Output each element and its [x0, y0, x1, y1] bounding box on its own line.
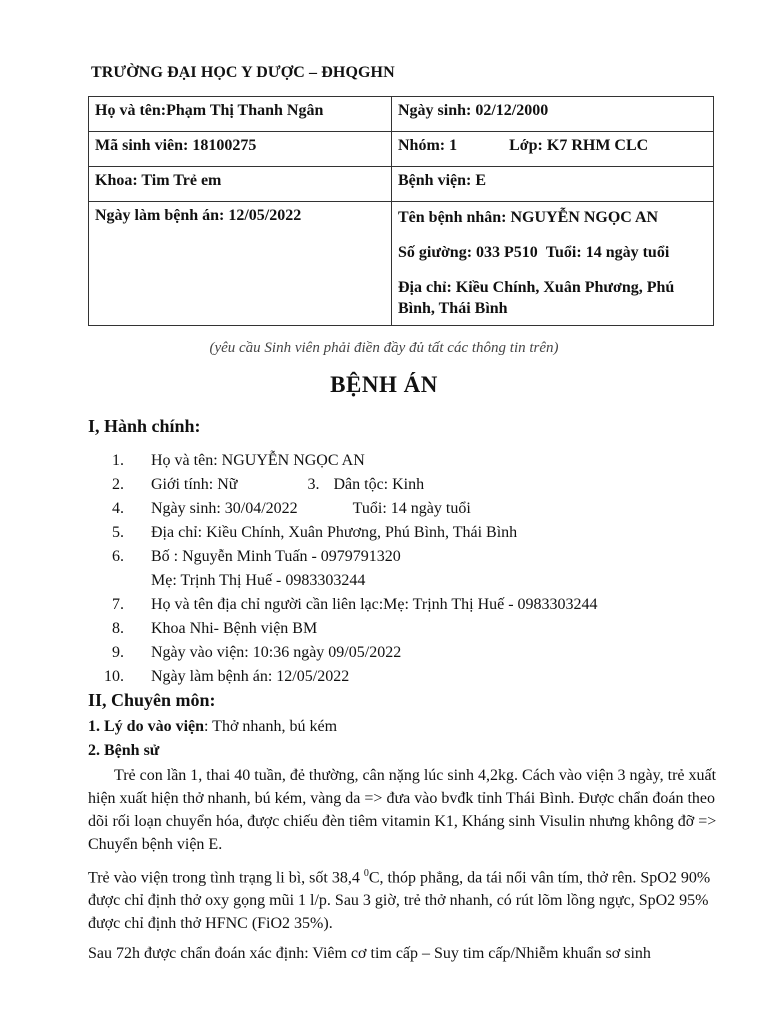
class-text: Lớp: K7 RHM CLC — [509, 137, 649, 154]
degree-superscript: 0 — [363, 868, 369, 879]
student-name-cell: Họ và tên:Phạm Thị Thanh Ngân — [89, 97, 392, 132]
item-text: Ngày sinh: 30/04/2022 — [151, 500, 298, 517]
item-number: 9. — [112, 644, 124, 661]
hospital-cell: Bệnh viện: E — [392, 167, 714, 202]
item-number: 4. — [112, 500, 124, 517]
section-professional-heading: II, Chuyên môn: — [88, 690, 216, 710]
item-text: Địa chỉ: Kiều Chính, Xuân Phương, Phú Bình, Thái Bình — [151, 524, 518, 541]
item-number: 7. — [112, 596, 124, 613]
item-text: Mẹ: Trịnh Thị Huế - 0983303244 — [151, 572, 366, 589]
student-info-table — [88, 96, 714, 326]
item-number: 8. — [112, 620, 124, 637]
school-header: TRƯỜNG ĐẠI HỌC Y DƯỢC – ĐHQGHN — [91, 64, 395, 81]
group-class-cell — [392, 132, 714, 167]
list-item — [88, 474, 598, 498]
item-number: 3. — [307, 476, 320, 493]
bed-text: Số giường: 033 P510 — [398, 244, 538, 261]
list-item — [88, 546, 598, 570]
item-number: 6. — [112, 548, 124, 565]
list-item — [88, 594, 598, 618]
history-paragraph-2 — [88, 862, 728, 935]
history-paragraph-3: Sau 72h được chẩn đoán xác định: Viêm cơ tim cấp – Suy tim cấp/Nhiễm khuẩn sơ sinh — [88, 945, 651, 962]
history-label: 2. Bệnh sử — [88, 742, 160, 759]
item-text: Dân tộc: Kinh — [333, 476, 425, 493]
p2-text-a: Trẻ vào viện trong tình trạng li bì, sốt 38,4 — [88, 869, 364, 887]
item-text: Bố : Nguyễn Minh Tuấn - 0979791320 — [151, 548, 401, 565]
item-text: Giới tính: Nữ — [151, 476, 238, 493]
history-heading — [88, 742, 159, 760]
item-text: Ngày làm bệnh án: 12/05/2022 — [151, 668, 350, 685]
item-number: 2. — [112, 476, 124, 493]
dob-cell: Ngày sinh: 02/12/2000 — [392, 97, 714, 132]
p2-text-b: C, thóp phẳng, da tái nổi vân tím, thở rên. SpO2 90% được chỉ định thở oxy gọng mũi 1 l/p. Sau 3 giờ, trẻ thở nhanh, có rút lõm lồng ngực, SpO2 95% được chỉ định thở HFNC (FiO2 35%). — [88, 869, 711, 933]
reason-text: : Thở nhanh, bú kém — [204, 718, 338, 735]
patient-address: Địa chỉ: Kiều Chính, Xuân Phương, Phú Bình, Thái Bình — [398, 279, 675, 317]
list-item — [88, 570, 598, 594]
department-cell: Khoa: Tim Trẻ em — [89, 167, 392, 202]
item-text: Khoa Nhi- Bệnh viện BM — [151, 620, 318, 637]
list-item — [88, 642, 598, 666]
reason-line — [88, 718, 337, 736]
item-text: Ngày vào viện: 10:36 ngày 09/05/2022 — [151, 644, 402, 661]
patient-name: Tên bệnh nhân: NGUYỄN NGỌC AN — [398, 209, 659, 226]
patient-info-cell — [392, 202, 714, 326]
list-item — [88, 522, 598, 546]
list-item — [88, 450, 598, 474]
age-text: Tuổi: 14 ngày tuổi — [545, 244, 670, 261]
list-item — [88, 498, 598, 522]
item-number: 5. — [112, 524, 124, 541]
reason-label: 1. Lý do vào viện — [88, 718, 205, 735]
record-date-cell: Ngày làm bệnh án: 12/05/2022 — [89, 202, 392, 326]
instruction-note: (yêu cầu Sinh viên phải điền đầy đủ tất các thông tin trên) — [209, 340, 559, 356]
history-paragraph-1: Trẻ con lần 1, thai 40 tuần, đẻ thường, cân nặng lúc sinh 4,2kg. Cách vào viện 3 ngày, trẻ xuất hiện xuất hiện thở nhanh, bú kém, vàng da => đưa vào bvđk tỉnh Thái Bình. Được chẩn đoán theo dõi rối loạn chuyển hóa, được chiếu đèn tiêm vitamin K1, Kháng sinh Visulin nhưng không đỡ => Chuyển bệnh viện E. — [88, 767, 717, 853]
group-text: Nhóm: 1 — [398, 137, 458, 154]
bed-age-line — [398, 242, 707, 263]
section-admin-heading: I, Hành chính: — [88, 416, 201, 436]
list-item — [88, 618, 598, 642]
student-id-cell: Mã sinh viên: 18100275 — [89, 132, 392, 167]
item-number: 1. — [112, 452, 124, 469]
document-title: BỆNH ÁN — [330, 372, 438, 397]
item-number: 10. — [104, 668, 124, 685]
item-text: Tuổi: 14 ngày tuổi — [352, 500, 471, 517]
item-text: Họ và tên: NGUYỄN NGỌC AN — [151, 452, 365, 469]
admin-list — [88, 450, 598, 690]
list-item — [88, 666, 598, 690]
item-text: Họ và tên địa chỉ người cần liên lạc:Mẹ: Trịnh Thị Huế - 0983303244 — [151, 596, 598, 613]
